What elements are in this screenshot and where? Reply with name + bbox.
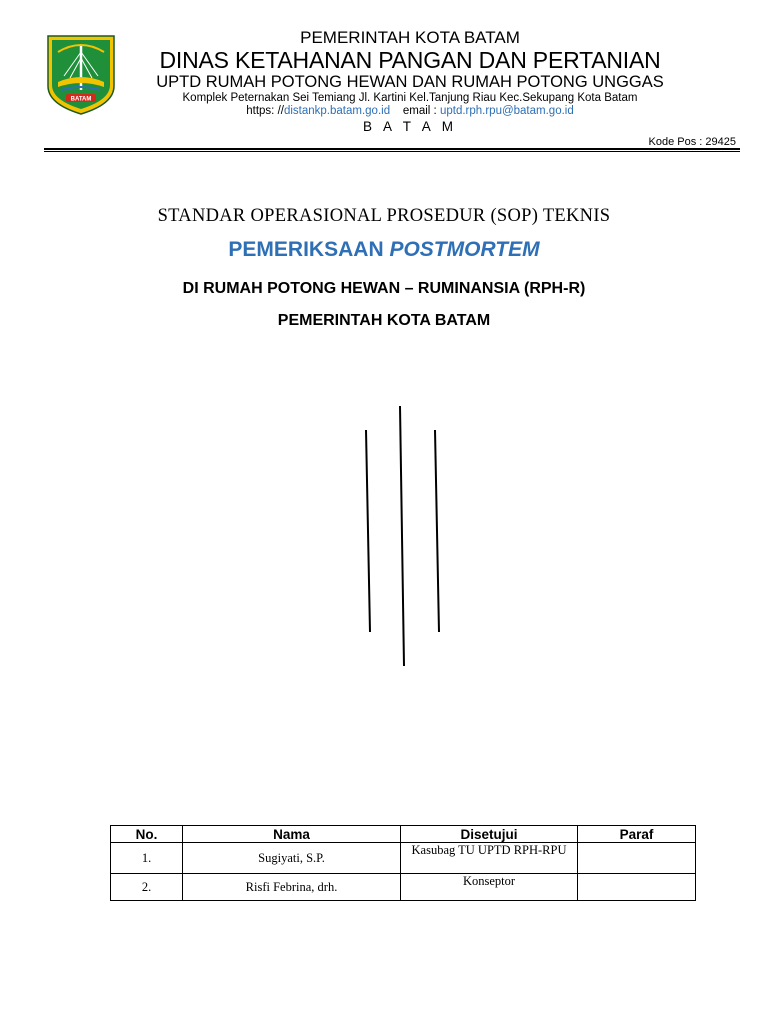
decorative-line-right — [435, 430, 439, 632]
subject-plain: PEMERIKSAAN — [228, 238, 390, 261]
sop-authority: PEMERINTAH KOTA BATAM — [277, 312, 491, 329]
header-agency-name: DINAS KETAHANAN PANGAN DAN PERTANIAN — [159, 47, 661, 73]
decorative-lines — [355, 400, 455, 675]
web-prefix: https: // — [246, 105, 284, 117]
header-divider-thin — [44, 151, 740, 152]
header-city: B A T A M — [362, 119, 458, 134]
sop-location: DI RUMAH POTONG HEWAN – RUMINANSIA (RPH-R) — [182, 280, 586, 297]
cell-nama: Risfi Febrina, drh. — [183, 874, 401, 901]
website-link[interactable]: distankp.batam.go.id — [283, 105, 391, 117]
cell-no: 1. — [111, 843, 183, 874]
cell-disetujui: Konseptor — [401, 874, 578, 901]
subject-italic: POSTMORTEM — [389, 238, 540, 261]
sop-title: STANDAR OPERASIONAL PROSEDUR (SOP) TEKNIS — [157, 206, 611, 226]
approval-table — [110, 825, 696, 901]
header-unit-name: UPTD RUMAH POTONG HEWAN DAN RUMAH POTONG UNGGAS — [156, 73, 664, 91]
cell-paraf — [578, 874, 696, 901]
decorative-line-left — [366, 430, 370, 632]
email-prefix: email : — [402, 105, 440, 117]
header-no: No. — [111, 826, 183, 843]
header-contact — [130, 105, 690, 117]
cell-disetujui: Kasubag TU UPTD RPH-RPU — [401, 843, 578, 874]
table-row — [111, 843, 696, 874]
decorative-line-center — [400, 406, 404, 666]
postal-code: Kode Pos : 29425 — [648, 136, 736, 148]
header-government-name: PEMERINTAH KOTA BATAM — [300, 28, 520, 47]
batam-city-logo — [44, 32, 118, 116]
sop-subject — [0, 238, 768, 262]
header-disetujui: Disetujui — [401, 826, 578, 843]
logo-text: BATAM — [70, 96, 92, 103]
table-row — [111, 874, 696, 901]
cell-no: 2. — [111, 874, 183, 901]
cell-nama: Sugiyati, S.P. — [183, 843, 401, 874]
cell-paraf — [578, 843, 696, 874]
header-divider-thick — [44, 148, 740, 150]
header-nama: Nama — [183, 826, 401, 843]
table-header-row — [111, 826, 696, 843]
header-address: Komplek Peternakan Sei Temiang Jl. Kartini Kel.Tanjung Riau Kec.Sekupang Kota Batam — [182, 92, 638, 104]
header-paraf: Paraf — [578, 826, 696, 843]
email-link[interactable]: uptd.rph.rpu@batam.go.id — [439, 105, 574, 117]
